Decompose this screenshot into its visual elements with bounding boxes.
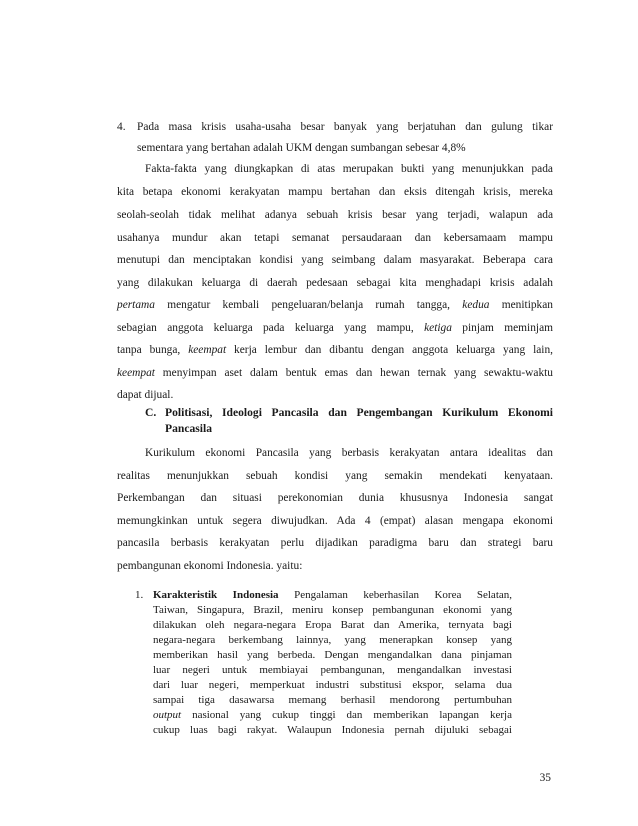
page-number: 35 (539, 772, 551, 784)
text-run: mengatur kembali pengeluaran/belanja rumah tangga, (154, 299, 463, 311)
list1-line6: luar negeri untuk membiayai pembangunan, mengandalkan investasi (153, 664, 512, 676)
para1-line8 (117, 321, 553, 336)
item4-line1: Pada masa krisis usaha-usaha besar banyak yang berjatuhan dan gulung tikar (137, 121, 553, 133)
para2-line2: realitas menunjukkan sebuah kondisi yang semakin mendekati kenyataan. (117, 470, 553, 482)
list-number-1: 1. (135, 589, 144, 601)
text-run: kerja lembur dan dibantu dengan anggota keluarga yang lain, (226, 344, 554, 356)
para1-line6: yang dilakukan keluarga di daerah pedesaan sebagai kita menghadapi krisis adalah (117, 277, 553, 289)
para1-line10 (117, 366, 553, 381)
para1-line1: Fakta-fakta yang diungkapkan di atas merupakan bukti yang menunjukkan pada (145, 163, 553, 175)
para1-line5: menutupi dan menciptakan kondisi yang seimbang dalam masyarakat. Beberapa cara (117, 254, 553, 266)
para2-line3: Perkembangan dan situasi perekonomian dunia khususnya Indonesia sangat (117, 492, 553, 504)
para1-line2: kita betapa ekonomi kerakyatan mampu bertahan dan eksis ditengah krisis, mereka (117, 186, 553, 198)
text-run: Pengalaman keberhasilan Korea Selatan, (278, 589, 513, 601)
italic-term: ketiga (424, 322, 452, 334)
italic-term: keempat (117, 367, 155, 379)
list1-line7: dari luar negeri, memperkuat industri substitusi ekspor, selama dua (153, 679, 512, 691)
text-run: menyimpan aset dalam bentuk emas dan hewan ternak yang sewaktu-waktu (154, 367, 553, 379)
italic-term: pertama (117, 299, 155, 311)
text-run: pinjam meminjam (451, 322, 553, 334)
text-run: nasional yang cukup tinggi dan memberikan lapangan kerja (181, 709, 512, 721)
list1-line4: negara-negara berkembang lainnya, yang menerapkan konsep yang (153, 634, 512, 646)
list1-line5: memberikan hasil yang berbeda. Dengan mengandalkan dana pinjaman (153, 649, 512, 661)
para2-line1: Kurikulum ekonomi Pancasila yang berbasis kerakyatan antara idealitas dan (145, 447, 553, 459)
italic-term: keempat (188, 344, 227, 356)
bold-term: Karakteristik Indonesia (153, 589, 279, 601)
text-run: menitipkan (489, 299, 553, 311)
list1-line2: Taiwan, Singapura, Brazil, meniru konsep pembangunan ekonomi yang (153, 604, 512, 616)
list-number-4: 4. (117, 121, 126, 133)
para1-line7 (117, 298, 553, 313)
section-title-line1: Politisasi, Ideologi Pancasila dan Pengembangan Kurikulum Ekonomi (165, 406, 553, 419)
item4-line2: sementara yang bertahan adalah UKM dengan sumbangan sebesar 4,8% (137, 142, 466, 154)
para2-line6: pembangunan ekonomi Indonesia. yaitu: (117, 560, 303, 572)
list1-line9 (153, 708, 512, 722)
para2-line4: memungkinkan untuk segera diwujudkan. Ada 4 (empat) alasan mengapa ekonomi (117, 515, 553, 527)
para1-line3: seolah-seolah tidak melihat adanya sebuah krisis besar yang terjadi, walapun ada (117, 209, 553, 221)
list1-line1 (153, 588, 512, 602)
para1-line9 (117, 343, 553, 358)
section-letter: C. (145, 406, 157, 419)
para1-line11: dapat dijual. (117, 389, 174, 401)
text-run: sebagian anggota keluarga pada keluarga yang mampu, (117, 322, 425, 334)
list1-line8: sampai tiga dasawarsa memang berhasil mendorong pertumbuhan (153, 694, 512, 706)
italic-term: output (153, 709, 182, 721)
para2-line5: pancasila berbasis kerakyatan perlu dijadikan paradigma baru dan strategi baru (117, 537, 553, 549)
list1-line10: cukup luas bagi rakyat. Walaupun Indonesia pernah dijuluki sebagai (153, 724, 512, 736)
para1-line4: usahanya mundur akan tetapi semanat persaudaraan dan kebersamaam mampu (117, 232, 553, 244)
text-run: tanpa bunga, (117, 344, 189, 356)
italic-term: kedua (462, 299, 490, 311)
list1-line3: dilakukan oleh negara-negara Eropa Barat dan Amerika, ternyata bagi (153, 619, 512, 631)
section-title-line2: Pancasila (165, 422, 213, 435)
